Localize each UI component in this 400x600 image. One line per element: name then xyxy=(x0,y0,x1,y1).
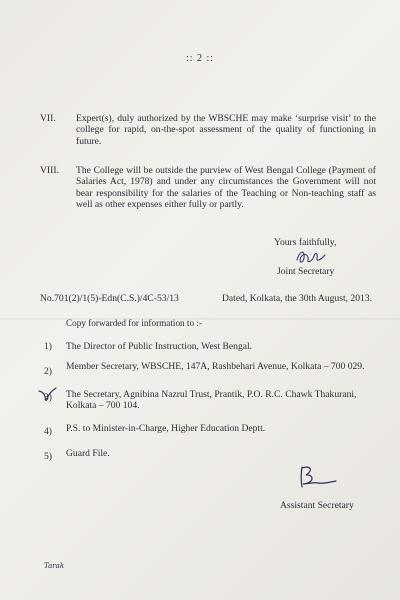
recipient-number: 3) xyxy=(44,392,52,403)
handwritten-note: Tarak xyxy=(44,562,65,570)
clause-number: VIII. xyxy=(40,165,59,176)
assistant-secretary-designation: Assistant Secretary xyxy=(280,500,354,511)
memo-number: No.701(2)/1(5)-Edn(C.S.)/4C-53/13 xyxy=(40,293,179,304)
recipient-text: P.S. to Minister-in-Charge, Higher Education Deptt. xyxy=(66,423,266,434)
recipient-text: The Secretary, Agnibina Nazrul Trust, Prantik, P.O. R.C. Chawk Thakurani, Kolkata – 700 104. xyxy=(66,389,357,412)
recipient-number: 5) xyxy=(44,451,52,462)
recipient-text: The Director of Public Instruction, West Bengal. xyxy=(66,341,253,352)
clause-number: VII. xyxy=(40,113,56,124)
recipient-text: Guard File. xyxy=(66,448,110,459)
closing-salutation: Yours faithfully, xyxy=(274,237,337,248)
signature-assistant-secretary xyxy=(296,463,340,491)
recipient-text: Member Secretary, WBSCHE, 147A, Rashbehari Avenue, Kolkata – 700 029. xyxy=(66,361,365,372)
clause-text: The College will be outside the purview of West Bengal College (Payment of Salaries Act, 1978) and under any circumstances the Government will not bear responsibility for the salaries of the Teaching or Non-teaching staff as well as other expenses either fully or partly. xyxy=(76,165,376,211)
page-number: :: 2 :: xyxy=(185,53,215,64)
clause-text: Expert(s), duly authorized by the WBSCHE may make ‘surprise visit’ to the college for rapid, on-the-spot assessment of the quality of functioning in future. xyxy=(76,113,376,147)
memo-date: Dated, Kolkata, the 30th August, 2013. xyxy=(222,293,373,304)
copy-forwarded-label: Copy forwarded for information to :- xyxy=(66,318,202,328)
recipient-number: 1) xyxy=(44,341,52,352)
recipient-number: 2) xyxy=(44,366,52,377)
joint-secretary-designation: Joint Secretary xyxy=(277,266,335,277)
signature-joint-secretary xyxy=(294,246,328,266)
recipient-number: 4) xyxy=(44,426,52,437)
handwritten-tick-mark xyxy=(36,386,58,406)
